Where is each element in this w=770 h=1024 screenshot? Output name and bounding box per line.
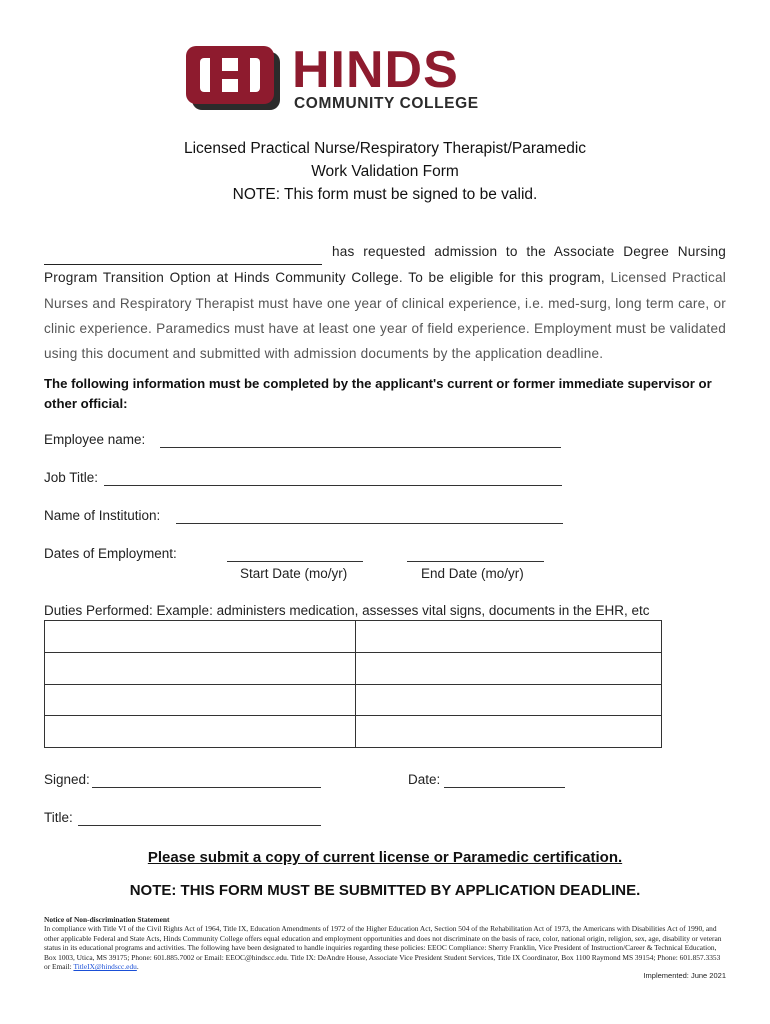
table-row [45,621,662,653]
dates-label: Dates of Employment: [44,546,177,561]
intro-line1: has requested admission to the Associate Degree Nursing [332,244,726,259]
applicant-name-blank[interactable] [44,239,322,265]
intro-line3: Nurses and Respiratory Therapist must have one year of clinical experience, i.e. med-surg, long term care, or [44,295,726,311]
duties-cell[interactable] [356,684,662,716]
duties-cell[interactable] [45,621,356,653]
title-label: Title: [44,810,73,825]
date-label: Date: [408,772,441,787]
institution-label: Name of Institution: [44,508,161,523]
supervisor-instruction: The following information must be completed by the applicant's current or former immediate supervisor or other official: [44,376,712,411]
duties-cell[interactable] [45,684,356,716]
form-title-line2: Work Validation Form [311,163,459,180]
table-row [45,716,662,748]
intro-line2-highlight: Licensed Practical [610,270,726,286]
job-title-label: Job Title: [44,470,99,485]
intro-paragraph [44,239,726,366]
table-row [45,652,662,684]
implemented-date: Implemented: June 2021 [643,971,726,980]
duties-cell[interactable] [45,652,356,684]
duties-table [44,620,662,748]
end-date-field[interactable] [407,561,544,562]
institution-field[interactable] [176,523,563,524]
notice-body-end: . [136,962,139,972]
titleix-email-link[interactable]: TitleIX@hindscc.edu [73,962,137,972]
start-date-field[interactable] [227,561,363,562]
duties-cell[interactable] [356,716,662,748]
intro-line2: Program Transition Option at Hinds Community College. To be eligible for this program, [44,270,605,286]
start-date-caption: Start Date (mo/yr) [240,566,348,581]
logo-subtitle: COMMUNITY COLLEGE [294,95,479,112]
intro-line5: using this document and submitted with admission documents by the application deadline. [44,346,604,362]
duties-cell[interactable] [356,652,662,684]
form-title-line1: Licensed Practical Nurse/Respiratory Therapist/Paramedic [183,140,587,157]
notice-heading: Notice of Non-discrimination Statement [44,915,170,924]
notice-body: In compliance with Title VI of the Civil Rights Act of 1964, Title IX, Education Amendments of 1972 of the Higher Education Act, Section 504 of the Rehabilitation Act of 1973, the Americans with Disabilities Act of 1990, and other applicable Federal and State Acts, Hinds Community College offers equal education and employment opportunities and does not discriminate on the basis of race, color, national origin, religion, sex, age, disability or veteran status in its educational programs and activities. The following have been designated to handle inquiries regarding these policies: EEOC Compliance: Sherry Franklin, Vice President of Instruction/Career & Technical Education, Box 1003, Utica, MS 39175; Phone: 601.885.7002 or Email: EEOC@hindscc.edu. Title IX: DeAndre House, Associate Vice President Student Services, Title IX Coordinator, Box 1100 Raymond MS 39154; Phone: 601.857.3353 or Email: [44,924,722,972]
intro-line4: clinic experience. Paramedics must have at least one year of field experience. Employment must be validated [44,320,726,336]
signature-field[interactable] [92,787,321,788]
hinds-logo-mark [186,46,282,112]
submit-license-note: Please submit a copy of current license or Paramedic certification. [147,849,623,866]
job-title-field[interactable] [104,485,562,486]
date-field[interactable] [444,787,565,788]
employee-name-field[interactable] [160,447,561,448]
end-date-caption: End Date (mo/yr) [421,566,524,581]
form-title-note: NOTE: This form must be signed to be valid. [232,186,538,203]
table-row [45,684,662,716]
signed-label: Signed: [44,772,90,787]
nondiscrimination-notice [44,915,726,971]
duties-cell[interactable] [45,716,356,748]
duties-label: Duties Performed: Example: administers medication, assesses vital signs, documents in the EHR, etc [44,603,650,618]
submit-deadline-note: NOTE: THIS FORM MUST BE SUBMITTED BY APPLICATION DEADLINE. [129,882,641,899]
logo-wordmark: HINDS [292,41,459,99]
title-field[interactable] [78,825,321,826]
duties-cell[interactable] [356,621,662,653]
employee-name-label: Employee name: [44,432,146,447]
